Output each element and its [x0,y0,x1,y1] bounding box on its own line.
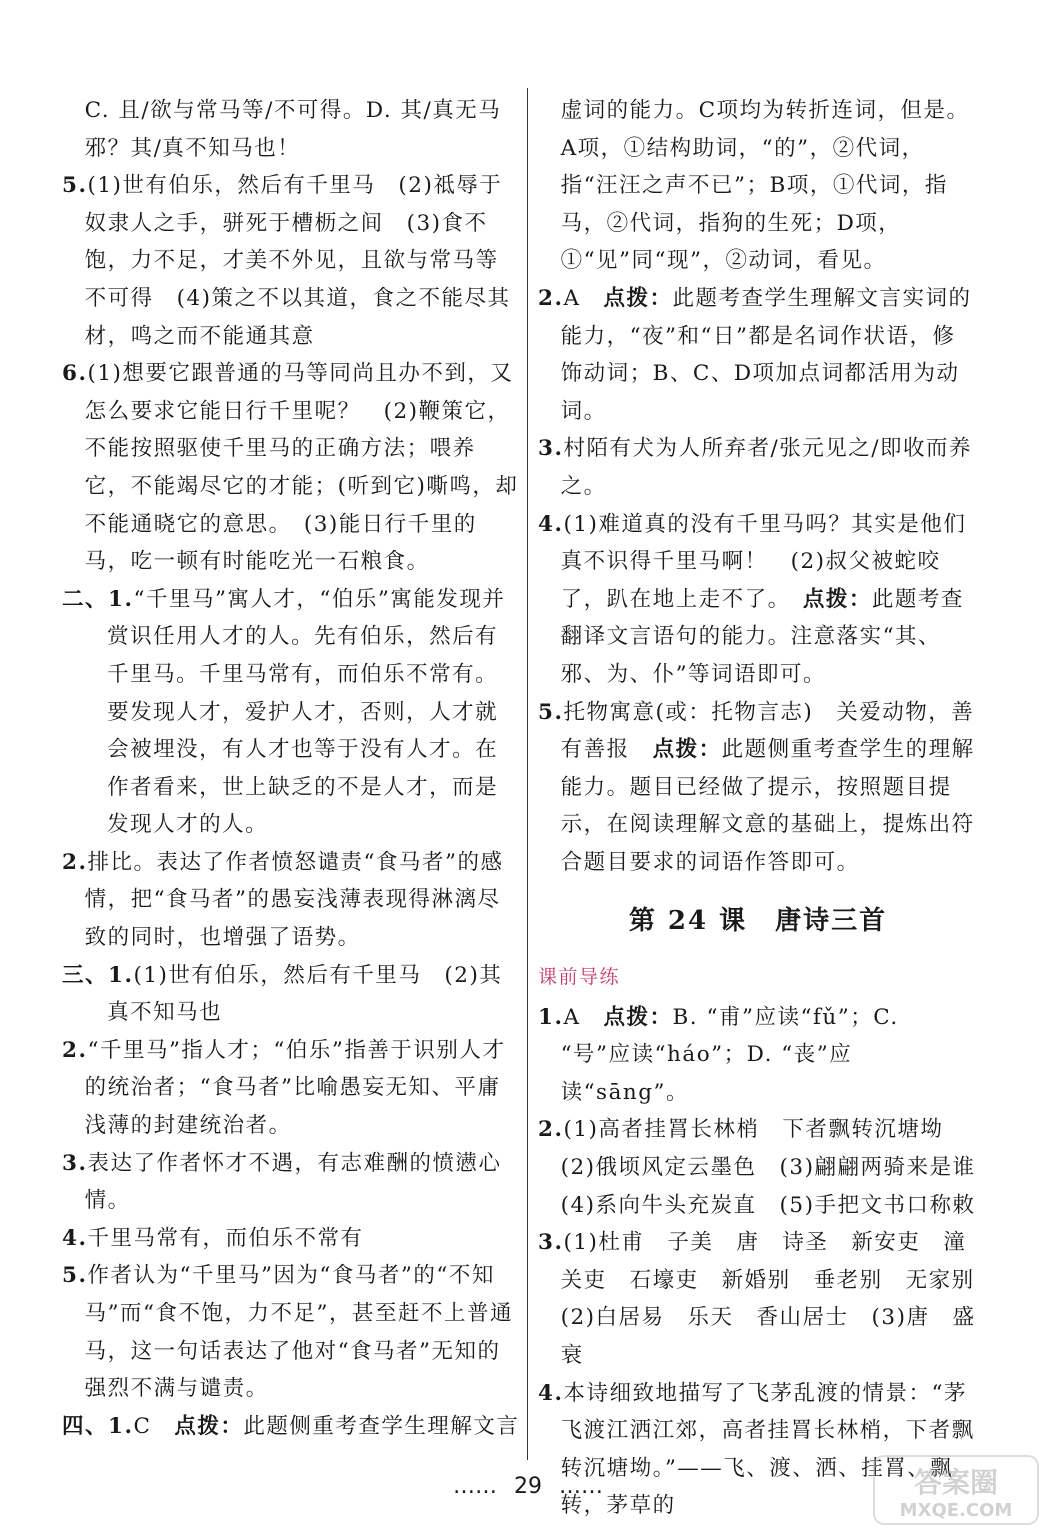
hint-keyword: 点拨： [652,737,722,763]
answer-text: 托物寓意(或：托物言志) 关爱动物，善有善报 [560,699,975,763]
right-column [538,92,999,1525]
answer-text: 排比。表达了作者愤怒谴责“食马者”的感情，把“食马者”的愚妄浅薄表现得淋漓尽致的同时，也增强了语势。 [84,849,504,951]
right-answers-b [538,999,999,1525]
answer-item [538,1224,999,1374]
answer-item [62,1257,520,1407]
answer-number: 2. [538,1117,564,1143]
page-dots-right: …… [559,1474,603,1499]
hint-text: 此题侧重考查学生的理解能力。题目已经做了提示，按照题目提示，在阅读理解文意的基础上，提炼出符合题目要求的词语作答即可。 [560,737,975,875]
answer-item [62,355,520,581]
hint-keyword: 点拨： [603,1004,673,1030]
answer-number: 3. [538,1230,564,1256]
hint-text: 此题侧重考查学生理解文言 [243,1413,520,1439]
answer-item [538,430,978,505]
answer-item [62,957,520,1032]
hint-keyword: 点拨： [802,586,872,612]
answer-text: (1)高者挂罥长林梢 下者飘转沉塘坳 (2)俄顷风定云墨色 (3)翩翩两骑来是谁 (4)系向牛头充炭直 (5)手把文书口称敕 [560,1117,999,1218]
answer-number: 2. [538,285,564,311]
watermark-logo [872,1452,1040,1528]
hint-text: 此题考查翻译文言语句的能力。注意落实“其、邪、为、仆”等词语即可。 [560,586,964,687]
answer-item [62,167,520,355]
answer-item [62,581,520,844]
lesson-title: 第 24 课 唐诗三首 [628,906,888,937]
answer-number: 四、1. [62,1413,134,1439]
answer-text: 作者认为“千里马”因为“食马者”的“不知马”而“食不饱，力不足”，甚至赶不上普通马，这一句话表达了他对“食马者”无知的强烈不满与谴责。 [84,1263,514,1402]
answer-text: “千里马”指人才；“伯乐”指善于识别人才的统治者；“食马者”比喻愚妄无知、平庸浅薄的封建统治者。 [84,1037,506,1139]
answer-number: 4. [538,511,564,537]
answer-item [62,1032,520,1145]
answer-item [538,280,978,430]
answer-text: 千里马常有，而伯乐不常有 [87,1225,364,1251]
answer-text: A [563,285,604,311]
answer-number: 6. [62,361,88,387]
page-dots-left: …… [453,1474,497,1499]
answer-text: (1)世有伯乐，然后有千里马 (2)其真不知马也 [107,962,503,1026]
answer-number: 1. [538,1004,564,1030]
answer-number: 2. [62,1037,88,1063]
svg-text:答案圈: 答案圈 [913,1466,999,1499]
svg-text:MXQE.COM: MXQE.COM [899,1500,1013,1521]
answer-text: 虚词的能力。C项均为转折连词，但是。A项，①结构助词，“的”，②代词，指“汪汪之声不已”；B项，①代词，指马，②代词，指狗的生死；D项，①“见”同“现”，②动词，看见。 [560,98,970,274]
answer-text: “千里马”寓人才，“伯乐”寓能发现并赏识任用人才的人。先有伯乐，然后有千里马。千里马常有，而伯乐不常有。要发现人才，爱护人才，否则，人才就会被埋没，有人才也等于没有人才。在作者看来，世上缺乏的不是人才，而是发现人才的人。 [107,586,506,838]
answer-item [62,844,520,957]
answer-text: (1)难道真的没有千里马吗？其实是他们真不识得千里马啊！ (2)叔父被蛇咬了，趴在地上走不了。 [560,511,967,612]
answer-item [62,1145,520,1220]
answer-item [538,506,978,694]
answer-text: 本诗细致地描写了飞茅乱渡的情景：“茅飞渡江洒江郊，高者挂罥长林梢，下者飘转沉塘坳。”——飞、渡、洒、挂罥、飘转，茅草的 [560,1380,975,1519]
hint-text: B. “甫”应读“fǔ”；C. “号”应读“háo”；D. “丧”应读“sāng”。 [560,1004,899,1105]
answer-item [62,92,520,167]
answer-number: 5. [538,699,564,725]
answer-number: 4. [62,1225,88,1251]
answer-text: (1)想要它跟普通的马等同尚且办不到，又怎么要求它能日行千里呢？ (2)鞭策它，不能按照驱使千里马的正确方法；喂养它，不能竭尽它的才能；(听到它)嘶鸣，却不能通晓它的意思。 (3)能日行千里的马，吃一顿有时能吃光一石粮食。 [84,361,519,575]
answer-item [62,1408,520,1446]
answer-text: 村陌有犬为人所弃者/张元见之/即收而养之。 [560,436,972,499]
answer-text: 表达了作者怀才不遇，有志难酬的愤懑心情。 [84,1150,502,1214]
answer-text: C. 且/欲与常马等/不可得。D. 其/真无马邪？其/真不知马也！ [84,98,502,161]
right-answers-a [538,92,978,881]
answer-item [538,999,978,1112]
answer-item [538,694,978,882]
answer-number: 5. [62,1263,88,1289]
left-column [62,92,520,1445]
hint-keyword: 点拨： [603,285,673,311]
answer-text: A [563,1004,604,1030]
section-label: 课前导练 [538,966,621,989]
answer-number: 三、1. [62,962,134,988]
answer-text: C [133,1413,175,1439]
answer-text: (1)世有伯乐，然后有千里马 (2)祗辱于奴隶人之手，骈死于槽枥之间 (3)食不饱，力不足，才美不外见，且欲与常马等不可得 (4)策之不以其道，食之不能尽其材，鸣之而不能通其意 [84,173,511,349]
answer-number: 2. [62,849,88,875]
answer-number: 3. [538,436,564,462]
answer-item [62,1220,520,1258]
hint-text: 此题考查学生理解文言实词的能力，“夜”和“日”都是名词作状语，修饰动词；B、C、D项加点词都活用为动词。 [560,285,972,424]
page-number-value: 29 [514,1474,542,1499]
column-divider [527,88,528,1460]
answer-number: 5. [62,173,88,199]
answer-number: 3. [62,1150,88,1176]
answer-number: 二、1. [62,586,134,612]
hint-keyword: 点拨： [174,1413,244,1439]
answer-number: 4. [538,1380,564,1406]
answer-text: (1)杜甫 子美 唐 诗圣 新安吏 潼关吏 石壕吏 新婚别 垂老别 无家别 (2)白居易 乐天 香山居士 (3)唐 盛 衰 [560,1230,999,1368]
answer-item [538,1111,999,1224]
answer-item [538,92,978,280]
